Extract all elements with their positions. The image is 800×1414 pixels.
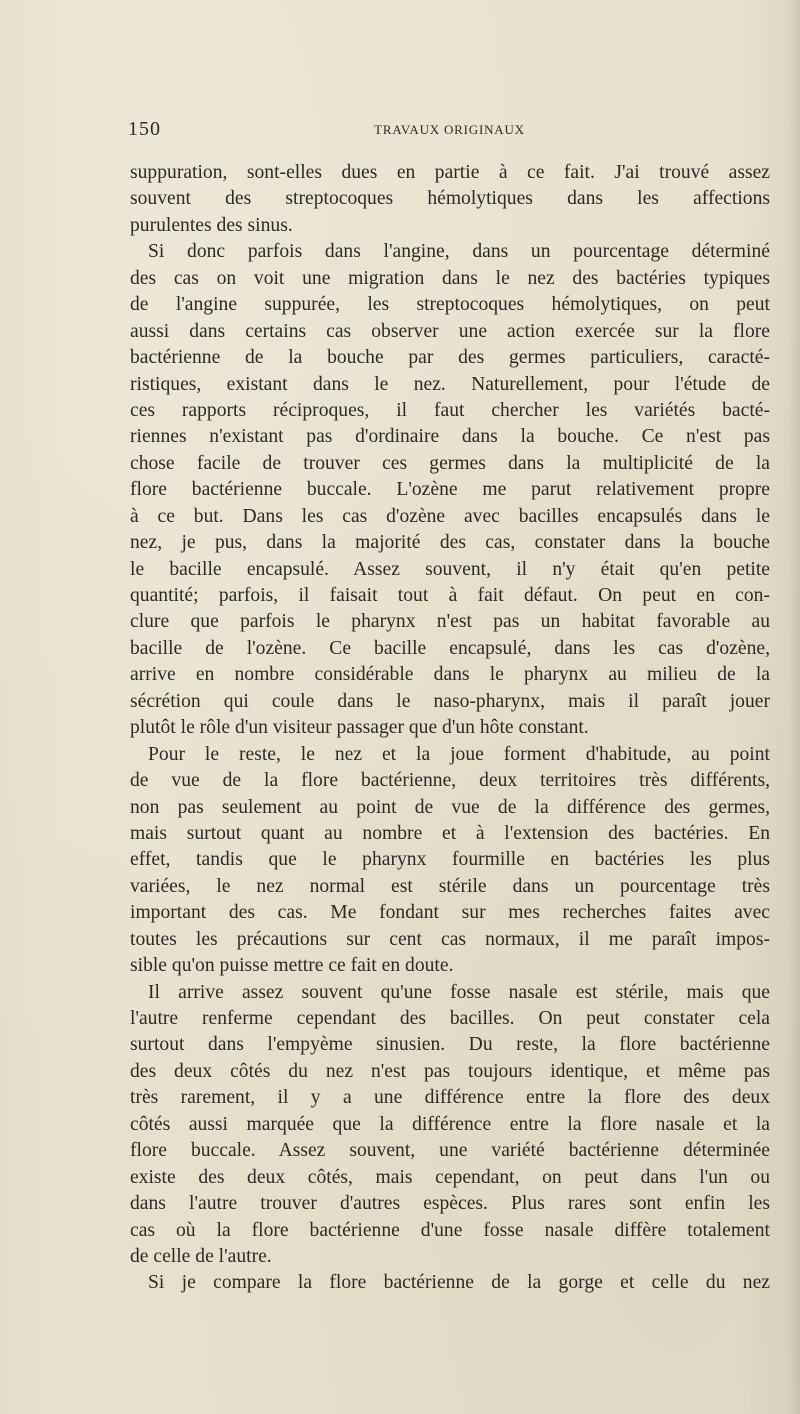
text-line: sécrétion qui coule dans le naso-pharynx, mais il paraît jouer <box>130 690 770 712</box>
text-line: le bacille encapsulé. Assez souvent, il n'y était qu'en petite <box>130 558 770 580</box>
text-line: des cas on voit une migration dans le nez des bactéries typiques <box>130 267 770 289</box>
text-line: Pour le reste, le nez et la joue forment d'habitude, au point <box>148 743 770 765</box>
body-text <box>130 160 770 1297</box>
running-head: TRAVAUX ORIGINAUX <box>374 122 525 137</box>
text-line: bacille de l'ozène. Ce bacille encapsulé, dans les cas d'ozène, <box>130 637 770 659</box>
text-line: suppuration, sont-elles dues en partie à ce fait. J'ai trouvé assez <box>130 162 770 183</box>
text-line: côtés aussi marquée que la différence entre la flore nasale et la <box>130 1113 770 1135</box>
text-line: effet, tandis que le pharynx fourmille en bactéries les plus <box>130 849 770 871</box>
page-number: 150 <box>128 118 161 140</box>
text-line: chose facile de trouver ces germes dans la multiplicité de la <box>130 452 770 474</box>
text-line: cas où la flore bactérienne d'une fosse nasale diffère totalement <box>130 1219 770 1241</box>
text-line: ces rapports réciproques, il faut chercher les variétés bacté- <box>130 399 770 421</box>
text-line: Si je compare la flore bactérienne de la gorge et celle du nez <box>148 1272 770 1294</box>
text-line: dans l'autre trouver d'autres espèces. Plus rares sont enfin les <box>130 1193 770 1215</box>
page-header <box>128 118 771 142</box>
page-edge-shadow <box>788 0 800 1414</box>
text-line: surtout dans l'empyème sinusien. Du reste, la flore bactérienne <box>130 1034 770 1056</box>
text-line: des deux côtés du nez n'est pas toujours identique, et même pas <box>130 1060 770 1082</box>
text-line: de l'angine suppurée, les streptocoques hémolytiques, on peut <box>130 294 770 316</box>
text-line: variées, le nez normal est stérile dans un pourcentage très <box>130 875 770 897</box>
text-line: riennes n'existant pas d'ordinaire dans la bouche. Ce n'est pas <box>130 426 770 448</box>
text-line: aussi dans certains cas observer une action exercée sur la flore <box>130 320 770 342</box>
text-line: bactérienne de la bouche par des germes particuliers, caracté- <box>130 347 770 369</box>
text-line: flore bactérienne buccale. L'ozène me parut relativement propre <box>130 479 770 501</box>
text-line: très rarement, il y a une différence entre la flore des deux <box>130 1087 770 1109</box>
text-line: ristiques, existant dans le nez. Naturellement, pour l'étude de <box>130 373 770 395</box>
text-line: l'autre renferme cependant des bacilles. On peut constater cela <box>130 1008 770 1029</box>
text-line: plutôt le rôle d'un visiteur passager que d'un hôte constant. <box>130 717 589 739</box>
text-line: sible qu'on puisse mettre ce fait en doute. <box>130 955 454 977</box>
text-line: arrive en nombre considérable dans le pharynx au milieu de la <box>130 664 770 686</box>
text-line: non pas seulement au point de vue de la différence des germes, <box>130 796 770 818</box>
text-line: Si donc parfois dans l'angine, dans un pourcentage déterminé <box>148 241 770 263</box>
text-line: de celle de l'autre. <box>130 1245 272 1267</box>
text-line: Il arrive assez souvent qu'une fosse nasale est stérile, mais que <box>148 981 770 1003</box>
text-line: purulentes des sinus. <box>130 214 293 236</box>
text-line: nez, je pus, dans la majorité des cas, constater dans la bouche <box>130 532 770 554</box>
text-line: clure que parfois le pharynx n'est pas un habitat favorable au <box>130 611 770 633</box>
text-line: mais surtout quant au nombre et à l'extension des bactéries. En <box>130 822 770 844</box>
text-line: toutes les précautions sur cent cas normaux, il me paraît impos- <box>130 928 770 950</box>
text-line: souvent des streptocoques hémolytiques dans les affections <box>130 188 770 210</box>
text-line: existe des deux côtés, mais cependant, on peut dans l'un ou <box>130 1166 770 1188</box>
text-line: flore buccale. Assez souvent, une variété bactérienne déterminée <box>130 1140 770 1162</box>
text-line: important des cas. Me fondant sur mes recherches faites avec <box>130 902 770 924</box>
text-line: à ce but. Dans les cas d'ozène avec bacilles encapsulés dans le <box>130 505 770 527</box>
text-line: quantité; parfois, il faisait tout à fait défaut. On peut en con- <box>130 585 770 606</box>
text-line: de vue de la flore bactérienne, deux territoires très différents, <box>130 770 770 792</box>
